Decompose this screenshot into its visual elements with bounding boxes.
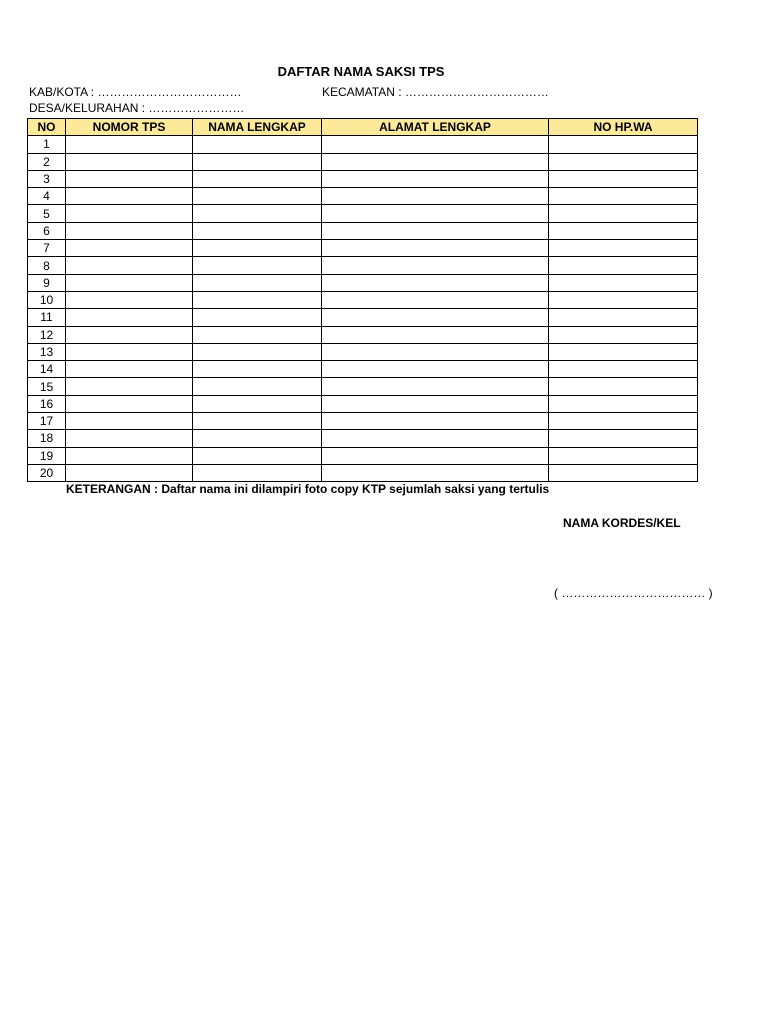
table-row	[28, 205, 698, 222]
row-no: 6	[28, 222, 66, 239]
table-row	[28, 188, 698, 205]
cell-nama-lengkap[interactable]	[193, 343, 322, 360]
cell-nama-lengkap[interactable]	[193, 464, 322, 481]
row-no: 18	[28, 430, 66, 447]
header-nomor-tps: NOMOR TPS	[66, 119, 193, 136]
table-row	[28, 222, 698, 239]
cell-nomor-tps[interactable]	[66, 153, 193, 170]
cell-nama-lengkap[interactable]	[193, 309, 322, 326]
row-no: 9	[28, 274, 66, 291]
row-no: 20	[28, 464, 66, 481]
cell-nama-lengkap[interactable]	[193, 257, 322, 274]
table-row	[28, 413, 698, 430]
header-alamat-lengkap: ALAMAT LENGKAP	[322, 119, 549, 136]
cell-no-hp-wa[interactable]	[549, 343, 698, 360]
row-no: 16	[28, 395, 66, 412]
cell-nomor-tps[interactable]	[66, 170, 193, 187]
table-header-row	[28, 119, 698, 136]
cell-nama-lengkap[interactable]	[193, 326, 322, 343]
cell-alamat-lengkap[interactable]	[322, 309, 549, 326]
cell-nama-lengkap[interactable]	[193, 447, 322, 464]
table-row	[28, 291, 698, 308]
row-no: 19	[28, 447, 66, 464]
row-no: 15	[28, 378, 66, 395]
table-row	[28, 464, 698, 481]
signature-title: NAMA KORDES/KEL	[563, 516, 681, 530]
cell-alamat-lengkap[interactable]	[322, 257, 549, 274]
cell-alamat-lengkap[interactable]	[322, 170, 549, 187]
cell-no-hp-wa[interactable]	[549, 274, 698, 291]
cell-nomor-tps[interactable]	[66, 343, 193, 360]
cell-nama-lengkap[interactable]	[193, 136, 322, 153]
cell-no-hp-wa[interactable]	[549, 291, 698, 308]
table-row	[28, 240, 698, 257]
saksi-table	[27, 118, 698, 482]
cell-nama-lengkap[interactable]	[193, 170, 322, 187]
cell-no-hp-wa[interactable]	[549, 326, 698, 343]
cell-nama-lengkap[interactable]	[193, 205, 322, 222]
cell-nomor-tps[interactable]	[66, 274, 193, 291]
table-row	[28, 274, 698, 291]
cell-nomor-tps[interactable]	[66, 291, 193, 308]
cell-no-hp-wa[interactable]	[549, 136, 698, 153]
kecamatan-field: KECAMATAN : ………………………………	[322, 85, 549, 99]
cell-no-hp-wa[interactable]	[549, 153, 698, 170]
row-no: 10	[28, 291, 66, 308]
cell-alamat-lengkap[interactable]	[322, 274, 549, 291]
cell-alamat-lengkap[interactable]	[322, 188, 549, 205]
cell-nama-lengkap[interactable]	[193, 153, 322, 170]
row-no: 1	[28, 136, 66, 153]
cell-nomor-tps[interactable]	[66, 222, 193, 239]
cell-alamat-lengkap[interactable]	[322, 378, 549, 395]
table-row	[28, 153, 698, 170]
cell-nomor-tps[interactable]	[66, 395, 193, 412]
cell-nomor-tps[interactable]	[66, 464, 193, 481]
header-nama-lengkap: NAMA LENGKAP	[193, 119, 322, 136]
cell-alamat-lengkap[interactable]	[322, 447, 549, 464]
cell-no-hp-wa[interactable]	[549, 464, 698, 481]
table-row	[28, 170, 698, 187]
cell-nomor-tps[interactable]	[66, 240, 193, 257]
signature-line: ( ……………………………… )	[554, 586, 713, 600]
cell-no-hp-wa[interactable]	[549, 430, 698, 447]
cell-alamat-lengkap[interactable]	[322, 222, 549, 239]
cell-alamat-lengkap[interactable]	[322, 343, 549, 360]
cell-no-hp-wa[interactable]	[549, 395, 698, 412]
keterangan-note: KETERANGAN : Daftar nama ini dilampiri foto copy KTP sejumlah saksi yang tertulis	[66, 482, 550, 496]
cell-nomor-tps[interactable]	[66, 413, 193, 430]
cell-nomor-tps[interactable]	[66, 257, 193, 274]
row-no: 17	[28, 413, 66, 430]
cell-no-hp-wa[interactable]	[549, 257, 698, 274]
cell-no-hp-wa[interactable]	[549, 413, 698, 430]
table-row	[28, 447, 698, 464]
table-row	[28, 309, 698, 326]
row-no: 11	[28, 309, 66, 326]
table-row	[28, 395, 698, 412]
table-row	[28, 378, 698, 395]
desa-kelurahan-field: DESA/KELURAHAN : ……………………	[29, 101, 245, 115]
cell-no-hp-wa[interactable]	[549, 361, 698, 378]
cell-nomor-tps[interactable]	[66, 326, 193, 343]
cell-nomor-tps[interactable]	[66, 447, 193, 464]
cell-nama-lengkap[interactable]	[193, 430, 322, 447]
table-row	[28, 430, 698, 447]
row-no: 13	[28, 343, 66, 360]
cell-no-hp-wa[interactable]	[549, 205, 698, 222]
kab-kota-field: KAB/KOTA : ………………………………	[29, 85, 242, 99]
row-no: 3	[28, 170, 66, 187]
cell-nomor-tps[interactable]	[66, 378, 193, 395]
cell-alamat-lengkap[interactable]	[322, 153, 549, 170]
cell-nama-lengkap[interactable]	[193, 378, 322, 395]
cell-alamat-lengkap[interactable]	[322, 136, 549, 153]
row-no: 4	[28, 188, 66, 205]
cell-nama-lengkap[interactable]	[193, 413, 322, 430]
header-no-hp-wa: NO HP.WA	[549, 119, 698, 136]
cell-nomor-tps[interactable]	[66, 205, 193, 222]
header-no: NO	[28, 119, 66, 136]
cell-no-hp-wa[interactable]	[549, 378, 698, 395]
cell-nama-lengkap[interactable]	[193, 188, 322, 205]
cell-nama-lengkap[interactable]	[193, 240, 322, 257]
table-row	[28, 326, 698, 343]
cell-no-hp-wa[interactable]	[549, 240, 698, 257]
table-row	[28, 361, 698, 378]
cell-alamat-lengkap[interactable]	[322, 205, 549, 222]
cell-no-hp-wa[interactable]	[549, 188, 698, 205]
row-no: 14	[28, 361, 66, 378]
cell-alamat-lengkap[interactable]	[322, 361, 549, 378]
document-title: DAFTAR NAMA SAKSI TPS	[277, 64, 445, 79]
row-no: 8	[28, 257, 66, 274]
cell-alamat-lengkap[interactable]	[322, 430, 549, 447]
cell-nomor-tps[interactable]	[66, 361, 193, 378]
row-no: 5	[28, 205, 66, 222]
row-no: 2	[28, 153, 66, 170]
cell-nama-lengkap[interactable]	[193, 274, 322, 291]
cell-no-hp-wa[interactable]	[549, 170, 698, 187]
table-row	[28, 343, 698, 360]
cell-alamat-lengkap[interactable]	[322, 240, 549, 257]
cell-alamat-lengkap[interactable]	[322, 464, 549, 481]
cell-nama-lengkap[interactable]	[193, 361, 322, 378]
cell-nomor-tps[interactable]	[66, 309, 193, 326]
table-row	[28, 136, 698, 153]
cell-alamat-lengkap[interactable]	[322, 413, 549, 430]
cell-no-hp-wa[interactable]	[549, 309, 698, 326]
cell-no-hp-wa[interactable]	[549, 447, 698, 464]
cell-alamat-lengkap[interactable]	[322, 326, 549, 343]
cell-nama-lengkap[interactable]	[193, 395, 322, 412]
cell-nama-lengkap[interactable]	[193, 291, 322, 308]
row-no: 12	[28, 326, 66, 343]
table-row	[28, 257, 698, 274]
cell-nomor-tps[interactable]	[66, 188, 193, 205]
cell-nomor-tps[interactable]	[66, 430, 193, 447]
cell-nama-lengkap[interactable]	[193, 222, 322, 239]
cell-no-hp-wa[interactable]	[549, 222, 698, 239]
cell-alamat-lengkap[interactable]	[322, 291, 549, 308]
cell-nomor-tps[interactable]	[66, 136, 193, 153]
cell-alamat-lengkap[interactable]	[322, 395, 549, 412]
row-no: 7	[28, 240, 66, 257]
